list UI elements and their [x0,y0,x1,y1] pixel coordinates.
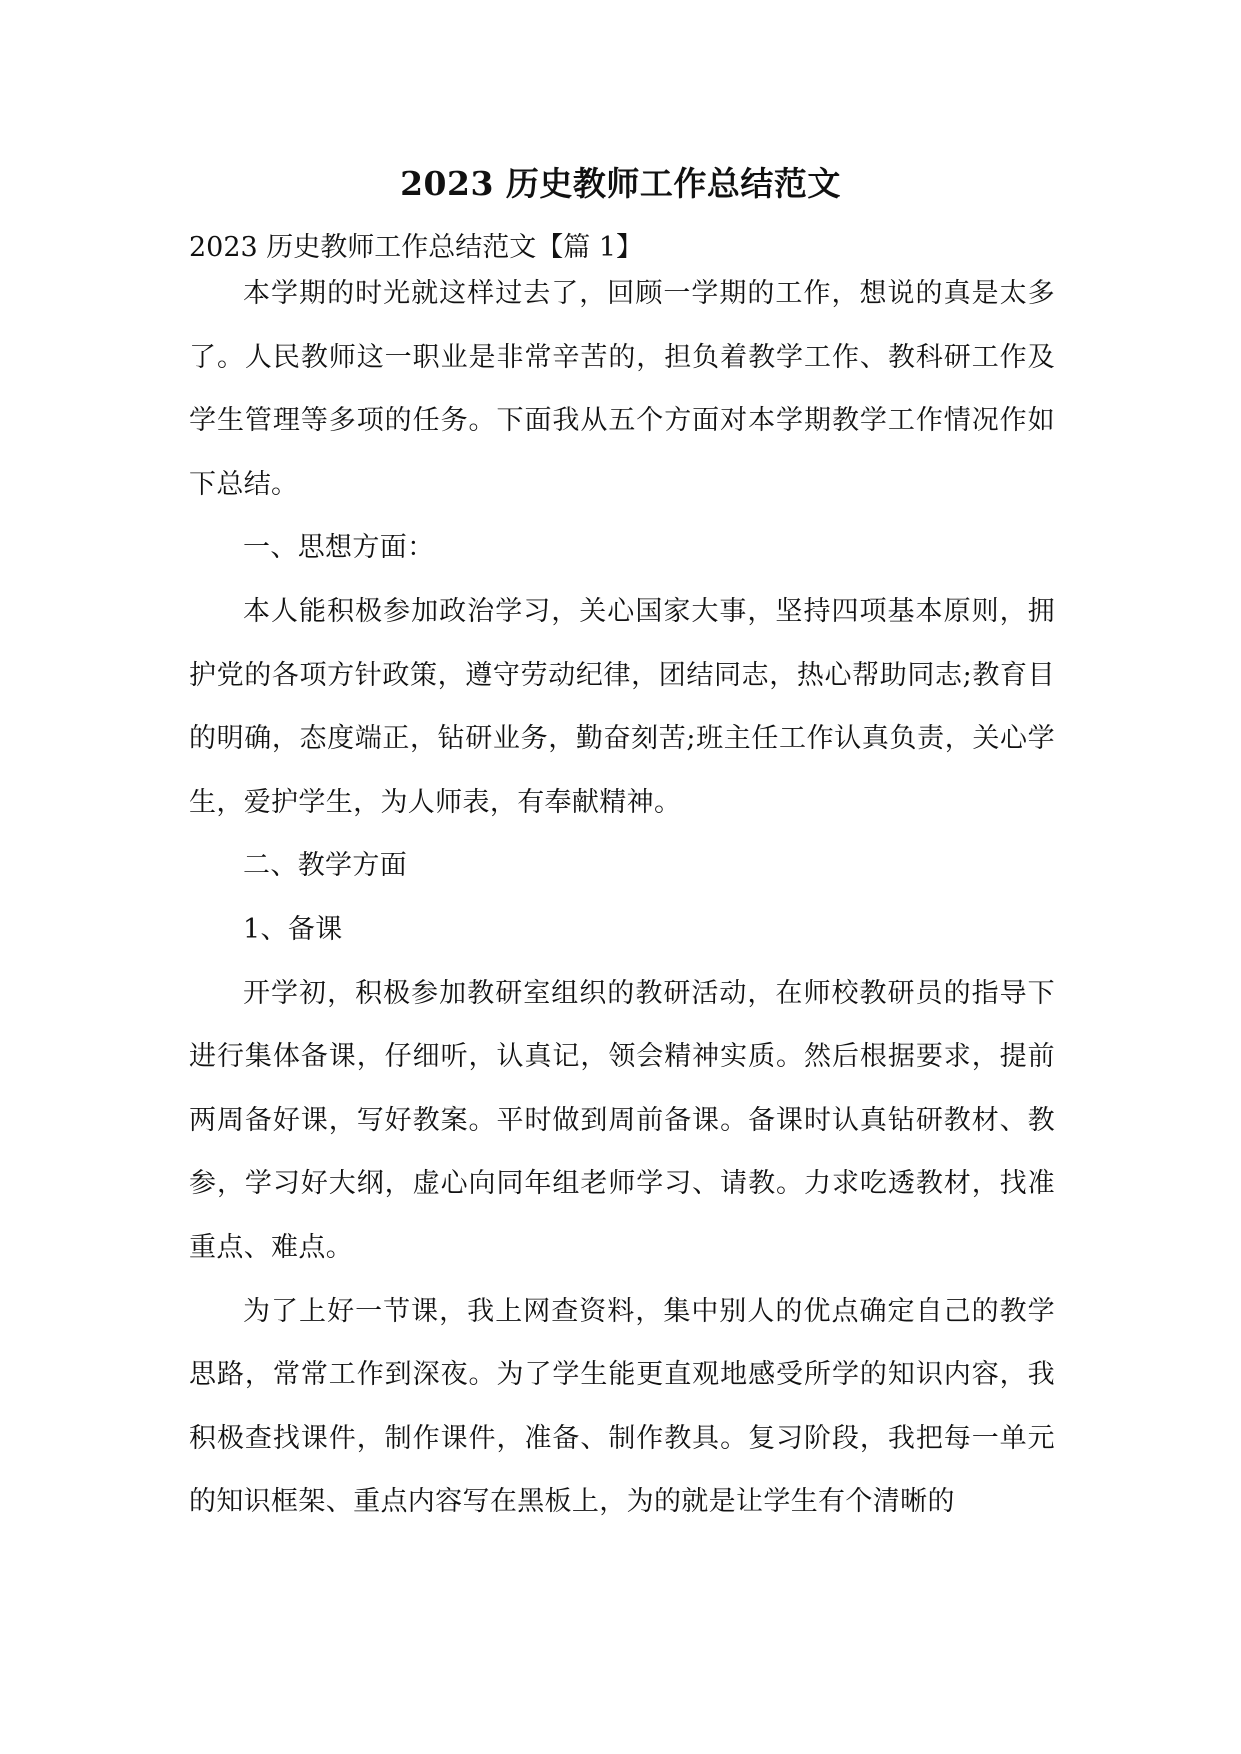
paragraph-thought: 本人能积极参加政治学习，关心国家大事，坚持四项基本原则，拥护党的各项方针政策，遵守劳动纪律，团结同志，热心帮助同志;教育目的明确，态度端正，钻研业务，勤奋刻苦;班主任工作认真负责，关心学生，爱护学生，为人师表，有奉献精神。 [189,595,1055,818]
paragraph-intro: 本学期的时光就这样过去了，回顾一学期的工作，想说的真是太多了。人民教师这一职业是非常辛苦的，担负着教学工作、教科研工作及学生管理等多项的任务。下面我从五个方面对本学期教学工作情况作如下总结。 [189,278,1055,500]
section-heading-thought: 一、思想方面： [243,532,435,564]
paragraph-lesson-prep: 开学初，积极参加教研室组织的教研活动，在师校教研员的指导下进行集体备课，仔细听，认真记，领会精神实质。然后根据要求，提前两周备好课，写好教案。平时做到周前备课。备课时认真钻研教材、教参，学习好大纲，虚心向同年组老师学习、请教。力求吃透教材，找准重点、难点。 [189,977,1055,1263]
paragraph-class-prep: 为了上好一节课，我上网查资料，集中别人的优点确定自己的教学思路，常常工作到深夜。为了学生能更直观地感受所学的知识内容，我积极查找课件，制作课件，准备、制作教具。复习阶段，我把每一单元的知识框架、重点内容写在黑板上，为的就是让学生有个清晰的 [189,1295,1055,1518]
document-body [189,262,1055,1534]
document-subtitle: 2023 历史教师工作总结范文【篇 1】 [189,232,644,263]
section-heading-teaching: 二、教学方面 [243,850,408,882]
document-title: 2023 历史教师工作总结范文 [400,164,841,203]
subheading-lesson-prep: 1、备课 [243,913,343,945]
